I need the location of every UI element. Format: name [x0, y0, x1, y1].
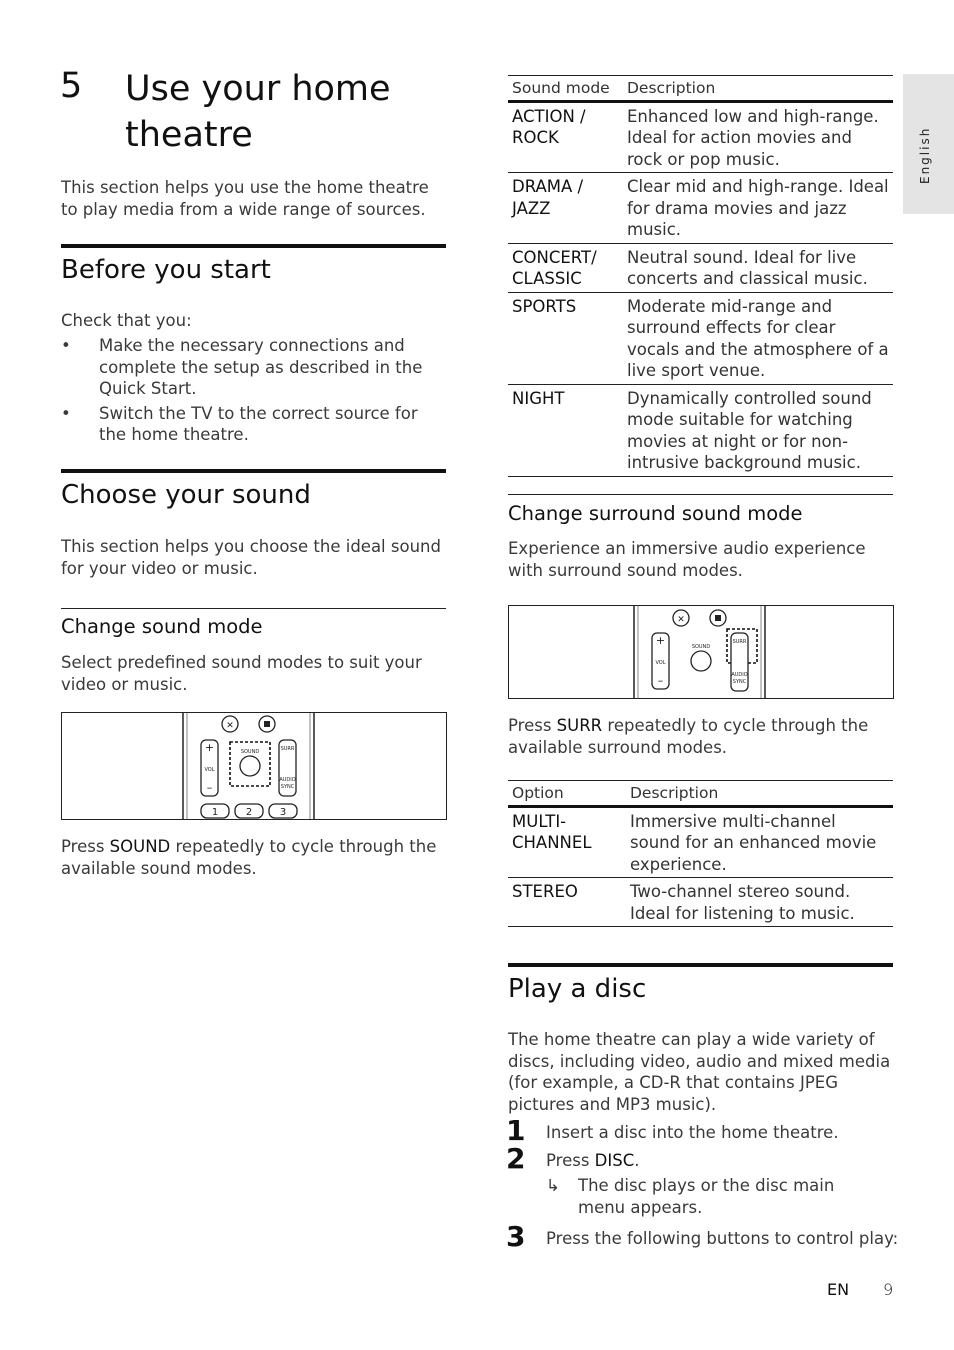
step-text: Press DISC. — [546, 1151, 640, 1170]
before-start-list — [61, 335, 446, 449]
svg-text:VOL: VOL — [204, 767, 215, 773]
before-start-check: Check that you: — [61, 311, 192, 330]
remote-illustration-sound — [61, 712, 447, 820]
svg-text:3: 3 — [279, 807, 287, 818]
option-cell: MULTI-CHANNEL — [508, 806, 626, 878]
remote-control-icon — [62, 713, 446, 819]
list-item: • Make the necessary connections and complete the setup as described in the Quick Start. — [61, 335, 446, 400]
svg-text:AUDIO: AUDIO — [279, 777, 296, 783]
svg-text:VOL: VOL — [655, 660, 666, 666]
svg-text:SURR: SURR — [280, 746, 295, 752]
svg-text:1: 1 — [211, 807, 219, 818]
language-tab-label: English — [918, 126, 932, 184]
table-row — [508, 806, 893, 878]
remote-control-icon — [509, 606, 893, 698]
change-sound-mode-heading: Change sound mode — [61, 615, 263, 638]
step-result-text: The disc plays or the disc main menu appears. — [578, 1176, 835, 1217]
column-header: Description — [626, 781, 893, 807]
svg-text:+: + — [204, 741, 215, 754]
surround-heading: Change surround sound mode — [508, 502, 803, 525]
sound-mode-cell: ACTION / ROCK — [508, 101, 623, 173]
svg-text:✕: ✕ — [677, 615, 685, 625]
description-cell: Two-channel stereo sound. Ideal for listening to music. — [626, 878, 893, 927]
table-row — [508, 878, 893, 927]
section-rule — [61, 469, 446, 473]
list-item: • Switch the TV to the correct source for the home theatre. — [61, 403, 446, 446]
play-disc-text: The home theatre can play a wide variety of discs, including video, audio and mixed media (for example, a CD-R that contains JPEG pictures and MP3 music). — [508, 1030, 891, 1114]
chapter-title: Use your home theatre — [125, 69, 391, 155]
choose-sound-heading: Choose your sound — [61, 480, 311, 510]
column-header: Option — [508, 781, 626, 807]
description-cell: Enhanced low and high-range. Ideal for action movies and rock or pop music. — [623, 101, 893, 173]
sound-mode-cell: CONCERT/ CLASSIC — [508, 243, 623, 292]
table-row — [508, 292, 893, 384]
svg-text:–: – — [657, 674, 664, 687]
description-cell: Immersive multi-channel sound for an enhanced movie experience. — [626, 806, 893, 878]
table-row — [508, 384, 893, 476]
table-header-row — [508, 76, 893, 102]
surround-text: Experience an immersive audio experience with surround sound modes. — [508, 539, 866, 580]
play-disc-heading: Play a disc — [508, 974, 647, 1004]
remote-illustration-surr — [508, 605, 894, 699]
subsection-rule — [61, 608, 446, 609]
surr-key-label: SURR — [556, 716, 603, 735]
svg-text:✕: ✕ — [226, 721, 234, 731]
step-number: 3 — [506, 1220, 526, 1253]
svg-text:SOUND: SOUND — [240, 749, 260, 755]
step-text: Press the following buttons to control play: — [546, 1229, 899, 1248]
sound-key-label: SOUND — [109, 837, 171, 856]
change-sound-mode-text: Select predefined sound modes to suit your video or music. — [61, 653, 422, 694]
svg-text:SURR: SURR — [732, 639, 747, 645]
chapter-number: 5 — [60, 66, 83, 106]
svg-text:+: + — [655, 634, 666, 647]
choose-sound-text: This section helps you choose the ideal sound for your video or music. — [61, 537, 441, 578]
svg-text:SOUND: SOUND — [691, 644, 711, 650]
table-row — [508, 243, 893, 292]
table-header-row — [508, 781, 893, 807]
result-arrow-icon: ↳ — [546, 1176, 560, 1195]
before-start-heading: Before you start — [61, 255, 271, 285]
sound-mode-table — [508, 75, 893, 477]
description-cell: Clear mid and high-range. Ideal for drama movies and jazz music. — [623, 173, 893, 244]
svg-text:SYNC: SYNC — [280, 784, 295, 790]
sound-mode-cell: NIGHT — [508, 384, 623, 476]
subsection-rule — [508, 494, 893, 495]
description-cell: Neutral sound. Ideal for live concerts and classical music. — [623, 243, 893, 292]
table-row — [508, 173, 893, 244]
language-tab — [903, 74, 954, 214]
press-surr-text: Press SURR repeatedly to cycle through the available surround modes. — [508, 716, 869, 757]
section-rule — [508, 963, 893, 967]
chapter-intro: This section helps you use the home theatre to play media from a wide range of sources. — [61, 178, 429, 219]
sound-mode-cell: DRAMA / JAZZ — [508, 173, 623, 244]
option-cell: STEREO — [508, 878, 626, 927]
section-rule — [61, 244, 446, 248]
column-header: Description — [623, 76, 893, 102]
description-cell: Dynamically controlled sound mode suitable for watching movies at night or for non-intrusive background music. — [623, 384, 893, 476]
description-cell: Moderate mid-range and surround effects for clear vocals and the atmosphere of a live sport venue. — [623, 292, 893, 384]
svg-text:–: – — [206, 781, 213, 794]
svg-text:SYNC: SYNC — [732, 679, 747, 685]
step-number: 2 — [506, 1142, 526, 1175]
step-number: 1 — [506, 1114, 526, 1147]
column-header: Sound mode — [508, 76, 623, 102]
svg-text:2: 2 — [245, 807, 253, 818]
step-text: Insert a disc into the home theatre. — [546, 1123, 839, 1142]
page-number: 9 — [883, 1280, 894, 1299]
table-row — [508, 101, 893, 173]
sound-mode-cell: SPORTS — [508, 292, 623, 384]
press-sound-text: Press SOUND repeatedly to cycle through the available sound modes. — [61, 837, 437, 878]
disc-key-label: DISC — [594, 1151, 635, 1170]
svg-text:AUDIO: AUDIO — [731, 672, 748, 678]
surround-option-table — [508, 780, 893, 927]
footer-language: EN — [827, 1280, 850, 1299]
